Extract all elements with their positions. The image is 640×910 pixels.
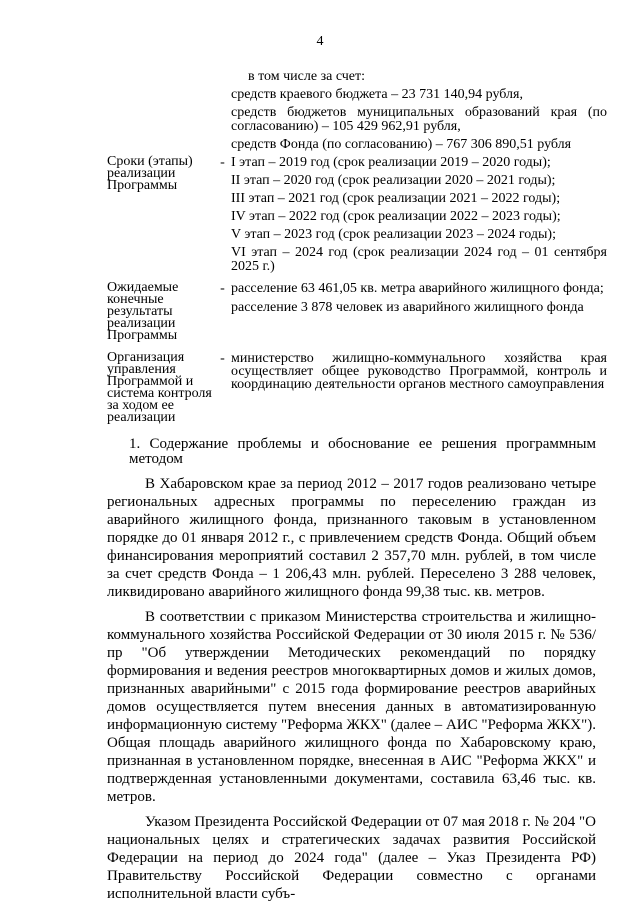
results-content: [231, 282, 607, 320]
stages-content: [231, 156, 607, 278]
passport-row-stages: [107, 156, 607, 278]
stage-item: V этап – 2023 год (срок реализации 2023 – 2024 годы);: [231, 227, 556, 242]
stage-item: IV этап – 2022 год (срок реализации 2022 – 2023 годы);: [231, 209, 561, 224]
results-dash: -: [220, 281, 225, 296]
management-dash: -: [220, 351, 225, 366]
financing-item: средств Фонда (по согласованию) – 767 306 890,51 рубля: [231, 137, 572, 152]
body-paragraph: Указом Президента Российской Федерации от 07 мая 2018 г. № 204 "О национальных целях и стратегических задачах развития Российской Федерации на период до 2024 года" (далее – Указ Президента РФ) Правительству Российской Федерации совместно с органами исполнительной власти субъ-: [107, 814, 596, 902]
page-number: 4: [316, 34, 324, 49]
result-item: расселение 63 461,05 кв. метра аварийного жилищного фонда;: [231, 281, 604, 296]
program-passport-table: [107, 70, 607, 424]
stages-dash: -: [220, 155, 225, 170]
section-heading: 1. Содержание проблемы и обоснование ее решения программным методом: [129, 436, 596, 467]
financing-item: средств краевого бюджета – 23 731 140,94 рубля,: [231, 87, 523, 102]
financing-content: [231, 70, 607, 156]
passport-row-financing: [107, 70, 607, 156]
result-item: расселение 3 878 человек из аварийного жилищного фонда: [231, 300, 584, 315]
body-paragraph: В соответствии с приказом Министерства строительства и жилищно-коммунального хозяйства Российской Федерации от 30 июля 2015 г. № 536/пр "Об утверждении Методических рекомендаций по порядку формирования и ведения реестров многоквартирных домов и жилых домов, признанных аварийными" с 2015 года формирование реестров аварийных домов осуществляется путем внесения данных в автоматизированную информационную систему "Реформа ЖКХ" (далее – АИС "Реформа ЖКХ"). Общая площадь аварийного жилищного фонда по Хабаровскому краю, признанная в установленном порядке, внесенная в АИС "Реформа ЖКХ" и подтвержденная установленными документами, составила 63,46 тыс. кв. метров.: [107, 609, 596, 805]
financing-item: средств бюджетов муниципальных образований края (по согласованию) – 105 429 962,91 рубля,: [231, 105, 607, 134]
results-label: Ожидаемые конечные результаты реализации Программы: [107, 280, 179, 343]
body-paragraph: В Хабаровском крае за период 2012 – 2017 годов реализовано четыре региональных адресных программы по переселению граждан из аварийного жилищного фонда, признанного таковым в установленном порядке до 01 января 2012 г., с привлечением средств Фонда. Общий объем финансирования мероприятий составил 2 357,70 млн. рублей, в том числе за счет средств Фонда – 1 206,43 млн. рублей. Переселено 3 288 человек, ликвидировано аварийного жилищного фонда 99,38 тыс. кв. метров.: [107, 476, 596, 600]
stage-item: III этап – 2021 год (срок реализации 2021 – 2022 годы);: [231, 191, 561, 206]
body-text: [107, 475, 596, 910]
financing-intro: в том числе за счет:: [248, 69, 366, 84]
management-label: Организация управления Программой и система контроля за ходом ее реализации: [107, 350, 212, 425]
management-content: [231, 352, 607, 391]
stage-item: I этап – 2019 год (срок реализации 2019 – 2020 годы);: [231, 155, 551, 170]
stages-label: Сроки (этапы) реализации Программы: [107, 154, 193, 193]
passport-row-management: [107, 352, 607, 424]
stage-item: II этап – 2020 год (срок реализации 2020 – 2021 годы);: [231, 173, 556, 188]
passport-row-results: [107, 282, 607, 342]
stage-item: VI этап – 2024 год (срок реализации 2024 год – 01 сентября 2025 г.): [231, 245, 607, 274]
management-text: министерство жилищно-коммунального хозяйства края осуществляет общее руководство Программой, контроль и координацию деятельности органов местного самоуправления: [231, 351, 607, 392]
